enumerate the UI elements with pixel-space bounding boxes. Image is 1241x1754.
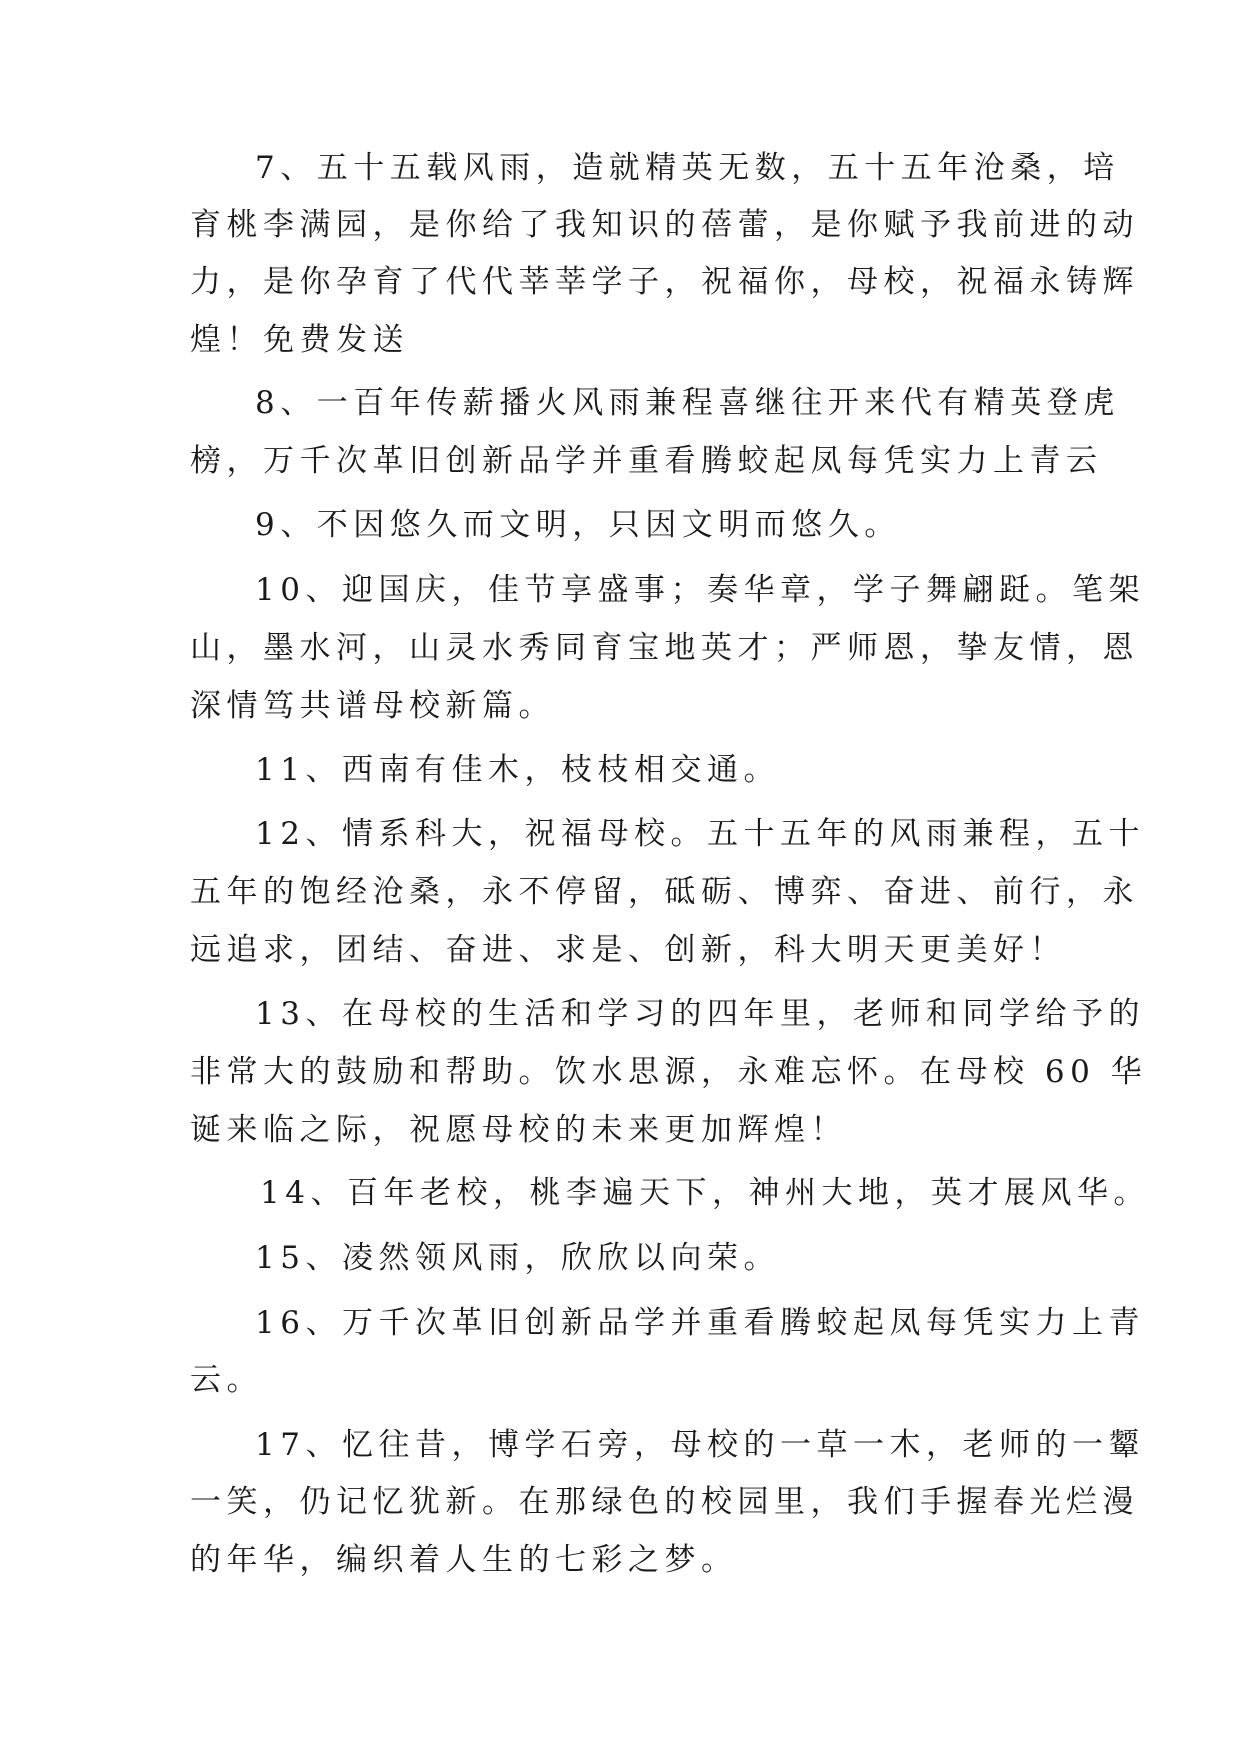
text-line: 煌！免费发送 [190,322,409,358]
text-line: 16、万千次革旧创新品学并重看腾蛟起凤每凭实力上青 [255,1305,1145,1341]
text-line: 五年的饱经沧桑，永不停留，砥砺、博弈、奋进、前行，永 [190,874,1139,910]
text-line: 深情笃共谱母校新篇。 [190,688,555,724]
text-line: 14、百年老校，桃李遍天下，神州大地，英才展风华。 [260,1175,1150,1211]
text-line: 的年华，编织着人生的七彩之梦。 [190,1542,738,1578]
text-line: 力，是你孕育了代代莘莘学子，祝福你，母校，祝福永铸辉 [190,264,1139,300]
text-line: 非常大的鼓励和帮助。饮水思源，永难忘怀。在母校 60 华 [190,1054,1148,1090]
text-line: 13、在母校的生活和学习的四年里，老师和同学给予的 [255,996,1145,1032]
text-line: 12、情系科大，祝福母校。五十五年的风雨兼程，五十 [255,816,1145,852]
text-line: 榜，万千次革旧创新品学并重看腾蛟起凤每凭实力上青云 [190,443,1103,479]
text-line: 山，墨水河，山灵水秀同育宝地英才；严师恩，挚友情，恩 [190,630,1139,666]
text-line: 11、西南有佳木，枝枝相交通。 [255,752,780,788]
text-line: 远追求，团结、奋进、求是、创新，科大明天更美好！ [190,932,1066,968]
text-line: 诞来临之际，祝愿母校的未来更加辉煌！ [190,1112,847,1148]
text-line: 8、一百年传薪播火风雨兼程喜继往开来代有精英登虎 [255,385,1120,421]
text-line: 云。 [190,1362,263,1398]
text-line: 17、忆往昔，博学石旁，母校的一草一木，老师的一颦 [255,1427,1145,1463]
text-line: 7、五十五载风雨，造就精英无数，五十五年沧桑，培 [255,150,1120,186]
text-line: 15、凌然领风雨，欣欣以向荣。 [255,1240,780,1276]
text-line: 10、迎国庆，佳节享盛事；奏华章，学子舞翩跹。笔架 [255,572,1145,608]
text-line: 育桃李满园，是你给了我知识的蓓蕾，是你赋予我前进的动 [190,207,1139,243]
text-line: 一笑，仍记忆犹新。在那绿色的校园里，我们手握春光烂漫 [190,1484,1139,1520]
text-line: 9、不因悠久而文明，只因文明而悠久。 [255,507,901,543]
